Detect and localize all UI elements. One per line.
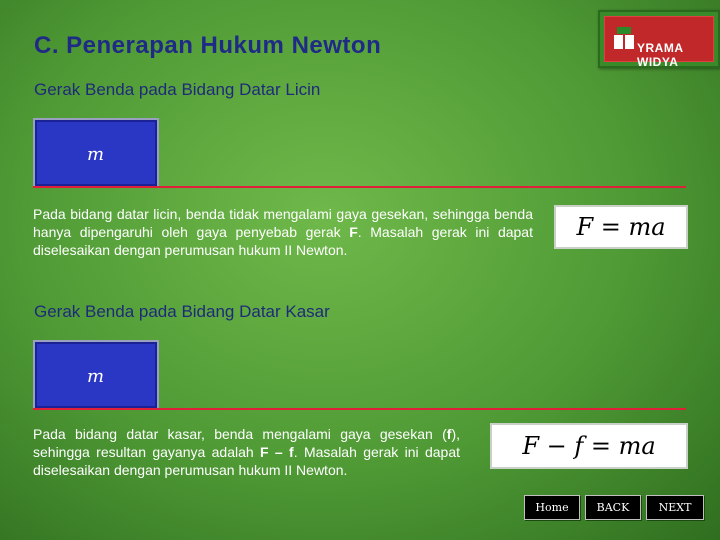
logo-panel [604, 16, 714, 69]
publisher-logo [598, 10, 720, 68]
formula-rough: F − f = ma [490, 423, 688, 469]
surface-line [33, 186, 686, 188]
home-button[interactable]: Home [524, 495, 580, 520]
next-button[interactable]: NEXT [646, 495, 704, 520]
mass-label: m [87, 366, 105, 387]
surface-line [33, 408, 686, 410]
page-title: C. Penerapan Hukum Newton [34, 32, 382, 59]
logo-text: YRAMA WIDYA [637, 41, 684, 69]
book-icon [613, 25, 635, 55]
mass-block [33, 340, 159, 410]
section-heading-smooth: Gerak Benda pada Bidang Datar Licin [34, 80, 321, 99]
back-button[interactable]: BACK [585, 495, 641, 520]
mass-label: m [87, 144, 105, 165]
section-heading-rough: Gerak Benda pada Bidang Datar Kasar [34, 302, 330, 321]
paragraph-smooth: Pada bidang datar licin, benda tidak mengalami gaya gesekan, sehingga benda hanya dipengaruhi oleh gaya penyebab gerak F. Masalah gerak ini dapat diselesaikan dengan perumusan hukum II Newton. [33, 206, 533, 258]
mass-block [33, 118, 159, 188]
formula-smooth: F = ma [554, 205, 688, 249]
paragraph-rough: Pada bidang datar kasar, benda mengalami gaya gesekan (f), sehingga resultan gayanya adalah F – f. Masalah gerak ini dapat diselesaikan dengan perumusan hukum II Newton. [33, 426, 460, 478]
